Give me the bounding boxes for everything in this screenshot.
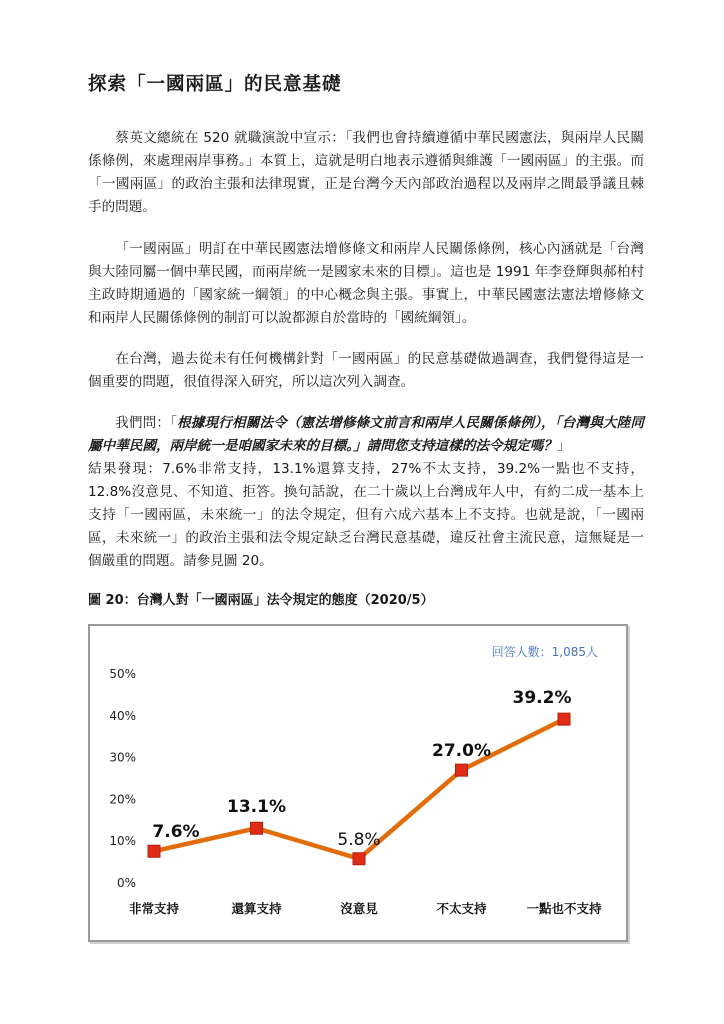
respondent-count-note: 回答人數：1,085人	[491, 645, 598, 659]
x-category-label: 還算支持	[231, 901, 282, 916]
y-tick-label: 10%	[109, 834, 136, 849]
section-title: 探索「一國兩區」的民意基礎	[88, 74, 342, 95]
data-value-label: 39.2%	[512, 688, 572, 709]
line-chart	[90, 626, 626, 940]
y-tick-label: 50%	[109, 667, 136, 681]
data-value-label: 7.6%	[152, 822, 200, 843]
question-result: 結果發現：7.6%非常支持，13.1%還算支持，27%不太支持，39.2%一點也不支持，12.8%沒意見、不知道、拒答。換句話說，在二十歲以上台灣成年人中，有約二成一基本上支持「一國兩區，未來統一」的法令規定，但有六成六基本上不支持。也就是說，「一國兩區，未來統一」的政治主張和法令規定缺乏台灣民意基礎，違反社會主流民意，這無疑是一個嚴重的問題。請參見圖 20。	[88, 461, 644, 569]
data-value-label: 13.1%	[227, 797, 286, 818]
paragraph-1-text: 蔡英文總統在 520 就職演說中宣示：「我們也會持續遵循中華民國憲法，與兩岸人民關係條例，來處理兩岸事務。」本質上，這就是明白地表示遵循與維護「一國兩區」的主張。而「一國兩區」的政治主張和法律現實，正是台灣今天內部政治過程以及兩岸之間最爭議且棘手的問題。	[88, 130, 644, 215]
paragraph-2-text: 「一國兩區」明訂在中華民國憲法增修條文和兩岸人民關係條例，核心內涵就是「台灣與大陸同屬一個中華民國，而兩岸統一是國家未來的目標」。這也是 1991 年李登輝與郝柏村主政時期通過的「國家統一綱領」的中心概念與主張。事實上，中華民國憲法憲法增修條文和兩岸人民關係條例的制訂可以說都源自於當時的「國統綱領」。	[88, 241, 644, 326]
data-point-marker	[251, 822, 263, 834]
paragraph-3-text: 在台灣，過去從未有任何機構針對「一國兩區」的民意基礎做過調查，我們覺得這是一個重要的問題，很值得深入研究，所以這次列入調查。	[88, 351, 644, 390]
figure-caption: 圖 20：台灣人對「一國兩區」法令規定的態度（2020/5）	[88, 593, 434, 608]
question-suffix: 」	[556, 438, 571, 454]
data-point-marker	[148, 845, 160, 857]
paragraph-4	[88, 412, 644, 573]
y-tick-label: 30%	[109, 750, 136, 765]
paragraph-1	[88, 127, 644, 219]
y-tick-label: 0%	[116, 876, 136, 890]
data-point-marker	[456, 764, 468, 776]
question-prefix: 我們問：「	[115, 415, 178, 431]
data-point-marker	[558, 713, 570, 725]
data-point-marker	[353, 853, 365, 865]
data-value-label: 5.8%	[337, 829, 381, 850]
chart-frame	[88, 624, 628, 942]
x-category-label: 沒意見	[340, 901, 378, 916]
x-category-label: 一點也不支持	[526, 901, 602, 916]
data-value-label: 27.0%	[432, 741, 491, 762]
y-tick-label: 40%	[109, 708, 136, 723]
y-tick-label: 20%	[109, 792, 136, 807]
x-category-label: 非常支持	[128, 901, 180, 916]
paragraph-2	[88, 238, 644, 330]
question-text: 根據現行相關法令（憲法增修條文前言和兩岸人民關係條例），「台灣與大陸同屬中華民國，兩岸統一是咱國家未來的目標。」請問您支持這樣的法令規定嗎？	[88, 415, 644, 454]
x-category-label: 不太支持	[436, 901, 487, 916]
paragraph-3	[88, 348, 644, 394]
